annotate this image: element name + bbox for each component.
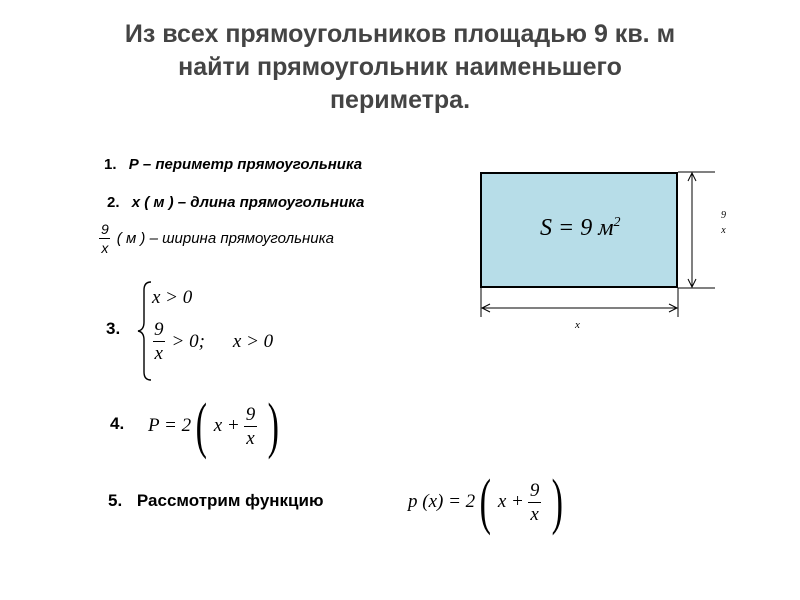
item-3-number: 3. xyxy=(106,319,121,338)
side-label-den: x xyxy=(721,225,726,236)
item-4-number: 4. xyxy=(110,414,125,433)
item-4-fraction-den: x xyxy=(246,427,255,449)
item-4-x: x + xyxy=(213,415,240,436)
item-2 xyxy=(107,194,364,211)
width-fraction-num: 9 xyxy=(101,221,109,237)
item-5-close-paren: ) xyxy=(551,468,564,536)
item-5-text: Рассмотрим функцию xyxy=(136,491,324,510)
side-label-num: 9 xyxy=(721,210,726,221)
area-label-text: S = 9 м xyxy=(540,215,614,241)
area-label-sup: 2 xyxy=(613,215,621,230)
dimension-arrows xyxy=(470,165,730,325)
slide-title xyxy=(20,18,780,117)
item-4-close-paren: ) xyxy=(267,392,280,460)
item-3-condition-2-rest: > 0; xyxy=(171,330,205,352)
item-5-lhs: p (x) = 2 xyxy=(408,491,476,512)
item-5-open-paren: ( xyxy=(479,468,492,536)
item-5-x: x + xyxy=(497,491,524,512)
title-line-2: найти прямоугольник наименьшего xyxy=(178,53,622,81)
item-3-condition-2 xyxy=(152,320,273,363)
width-line xyxy=(99,222,334,255)
item-5-fraction xyxy=(528,481,542,524)
item-2-number: 2. xyxy=(107,194,120,211)
item-1-number: 1. xyxy=(104,156,117,173)
width-fraction-den: x xyxy=(101,240,109,256)
width-fraction xyxy=(99,222,111,255)
item-5-formula xyxy=(408,470,568,534)
item-4-fraction-num: 9 xyxy=(245,403,256,425)
item-5 xyxy=(108,491,323,511)
title-line-3: периметра. xyxy=(329,86,471,114)
item-3-condition-3: x > 0 xyxy=(232,330,274,352)
item-3-condition-1: x > 0 xyxy=(152,287,193,308)
item-1-text: Р – периметр прямоугольника xyxy=(128,156,363,173)
item-4-lhs: P = 2 xyxy=(148,415,192,436)
item-4-formula xyxy=(148,394,284,458)
item-3-fraction-num: 9 xyxy=(154,319,164,340)
bottom-label: x xyxy=(575,319,580,331)
item-5-fraction-den: x xyxy=(530,503,539,525)
side-label xyxy=(721,210,726,236)
item-5-fraction-num: 9 xyxy=(529,479,540,501)
item-3-fraction xyxy=(152,320,166,363)
item-4-open-paren: ( xyxy=(195,392,208,460)
title-line-1: Из всех прямоугольников площадью 9 кв. м xyxy=(124,20,676,48)
item-2-text: х ( м ) – длина прямоугольника xyxy=(131,194,365,211)
item-5-number: 5. xyxy=(108,491,123,510)
width-line-text: ( м ) – ширина прямоугольника xyxy=(116,230,335,247)
item-4-fraction xyxy=(244,405,258,448)
item-3-fraction-den: x xyxy=(154,343,163,364)
item-1 xyxy=(104,156,362,173)
